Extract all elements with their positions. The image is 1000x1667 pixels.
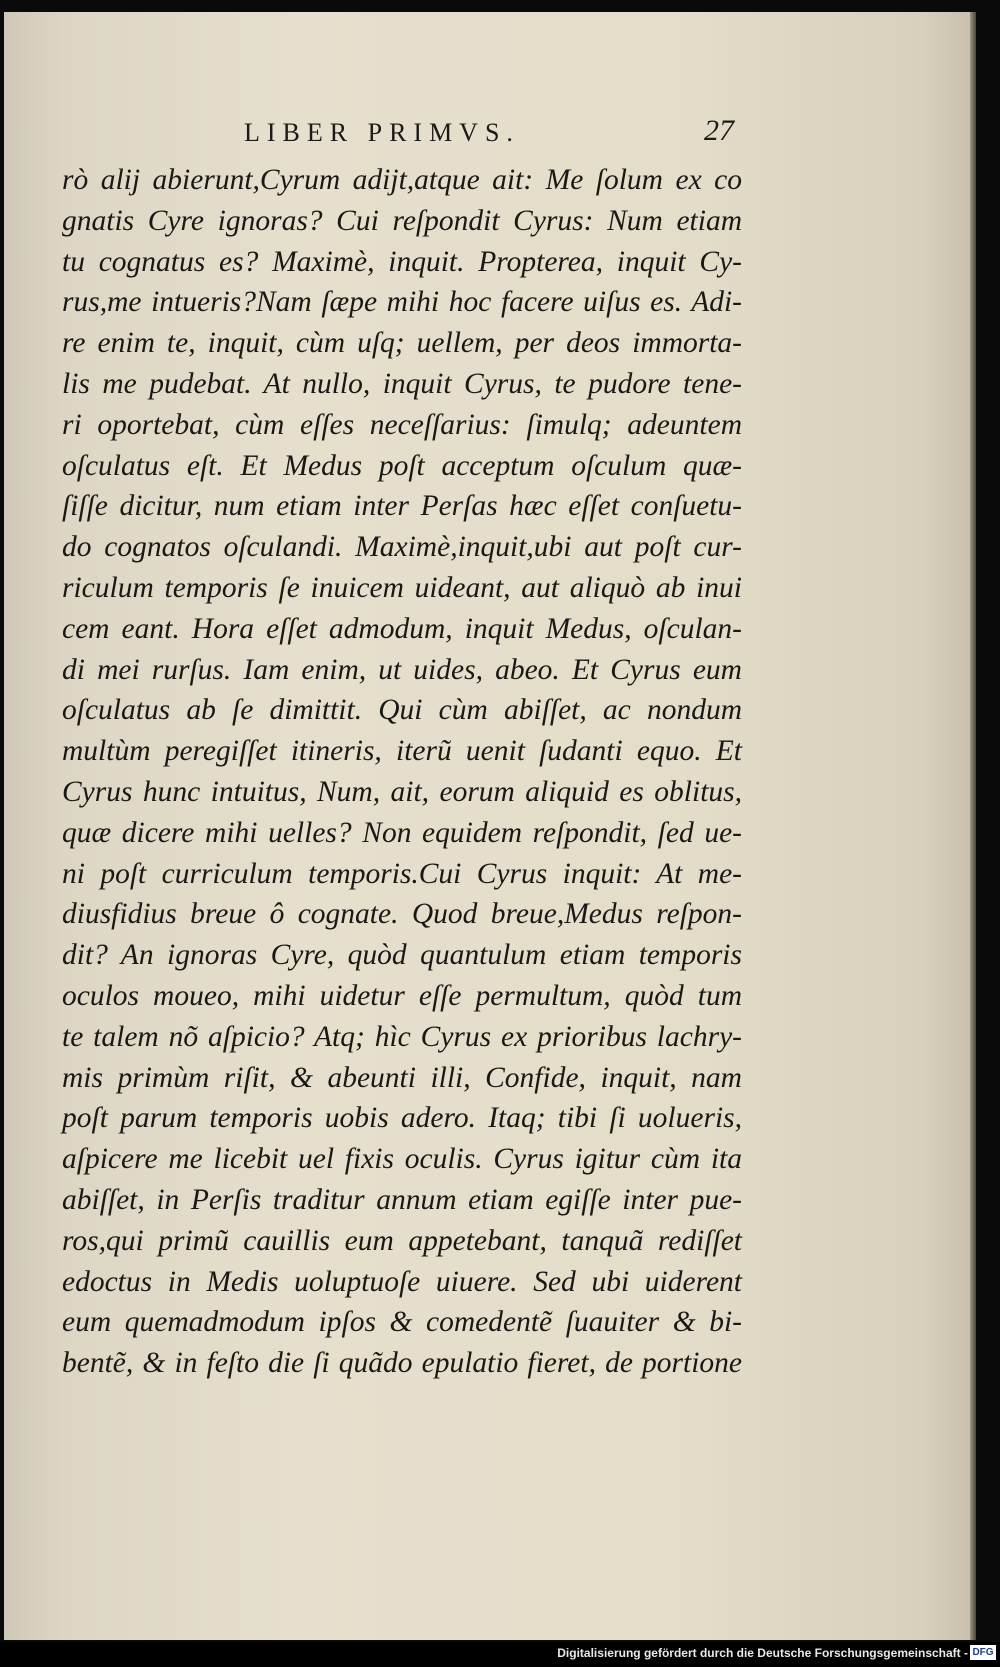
text-line: dit? An ignoras Cyre, quòd quantulum etiam temporis bbox=[62, 939, 742, 972]
text-line: gnatis Cyre ignoras? Cui reſpondit Cyrus: Num etiam bbox=[62, 204, 742, 237]
text-line: cem eant. Hora eſſet admodum, inquit Medus, oſculan- bbox=[62, 612, 742, 645]
text-line: poſt parum temporis uobis adero. Itaq; tibi ſi uolueris, bbox=[62, 1102, 742, 1135]
text-line: bentẽ, & in feſto die ſi quãdo epulatio fieret, de portione bbox=[62, 1347, 742, 1380]
text-line: edoctus in Medis uoluptuoſe uiuere. Sed ubi uiderent bbox=[62, 1265, 742, 1298]
text-line: aſpicere me licebit uel fixis oculis. Cyrus igitur cùm ita bbox=[62, 1143, 742, 1176]
dfg-logo-icon: DFG bbox=[970, 1645, 996, 1660]
page-header bbox=[244, 114, 734, 154]
text-line: multùm peregiſſet itineris, iterũ uenit ſudanti equo. Et bbox=[62, 735, 742, 768]
text-line: diusfidius breue ô cognate. Quod breue,Medus reſpon- bbox=[62, 898, 742, 931]
text-line: abiſſet, in Perſis traditur annum etiam egiſſe inter pue- bbox=[62, 1183, 742, 1216]
text-line: rus,me intueris?Nam ſæpe mihi hoc facere uiſus es. Adi- bbox=[62, 286, 742, 319]
running-title: LIBER PRIMVS. bbox=[244, 118, 520, 147]
text-line: te talem nõ aſpicio? Atq; hìc Cyrus ex prioribus lachry- bbox=[62, 1020, 742, 1053]
folio-number: 27 bbox=[704, 114, 734, 147]
body-text bbox=[62, 160, 742, 1384]
digitization-footer bbox=[0, 1642, 1000, 1667]
text-line: oſculatus ab ſe dimittit. Qui cùm abiſſet, ac nondum bbox=[62, 694, 742, 727]
text-line: quæ dicere mihi uelles? Non equidem reſpondit, ſed ue- bbox=[62, 816, 742, 849]
text-line: do cognatos oſculandi. Maximè,inquit,ubi aut poſt cur- bbox=[62, 531, 742, 564]
text-line: Cyrus hunc intuitus, Num, ait, eorum aliquid es oblitus, bbox=[62, 775, 742, 808]
text-line: re enim te, inquit, cùm uſq; uellem, per deos immorta- bbox=[62, 327, 742, 360]
text-line: di mei rurſus. Iam enim, ut uides, abeo. Et Cyrus eum bbox=[62, 653, 742, 686]
text-line: ros,qui primũ cauillis eum appetebant, tanquã rediſſet bbox=[62, 1224, 742, 1257]
text-line: mis primùm riſit, & abeunti illi, Confide, inquit, nam bbox=[62, 1061, 742, 1094]
text-line: lis me pudebat. At nullo, inquit Cyrus, te pudore tene- bbox=[62, 367, 742, 400]
text-line: ſiſſe dicitur, num etiam inter Perſas hæc eſſet conſuetu- bbox=[62, 490, 742, 523]
text-line: riculum temporis ſe inuicem uideant, aut aliquò ab inui bbox=[62, 571, 742, 604]
page-edge-shadow bbox=[970, 12, 976, 1640]
text-line: oculos moueo, mihi uidetur eſſe permultum, quòd tum bbox=[62, 979, 742, 1012]
text-line: tu cognatus es? Maximè, inquit. Propterea, inquit Cy- bbox=[62, 245, 742, 278]
text-line: ni poſt curriculum temporis.Cui Cyrus inquit: At me- bbox=[62, 857, 742, 890]
book-page bbox=[4, 12, 973, 1640]
text-line: rò alij abierunt,Cyrum adijt,atque ait: Me ſolum ex co bbox=[62, 164, 742, 196]
text-line: ri oportebat, cùm eſſes neceſſarius: ſimulq; adeuntem bbox=[62, 408, 742, 441]
text-line: eum quemadmodum ipſos & comedentẽ ſuauiter & bi- bbox=[62, 1306, 742, 1339]
text-line: oſculatus eſt. Et Medus poſt acceptum oſculum quæ- bbox=[62, 449, 742, 482]
funding-credit: Digitalisierung gefördert durch die Deutsche Forschungsgemeinschaft - bbox=[557, 1646, 968, 1660]
